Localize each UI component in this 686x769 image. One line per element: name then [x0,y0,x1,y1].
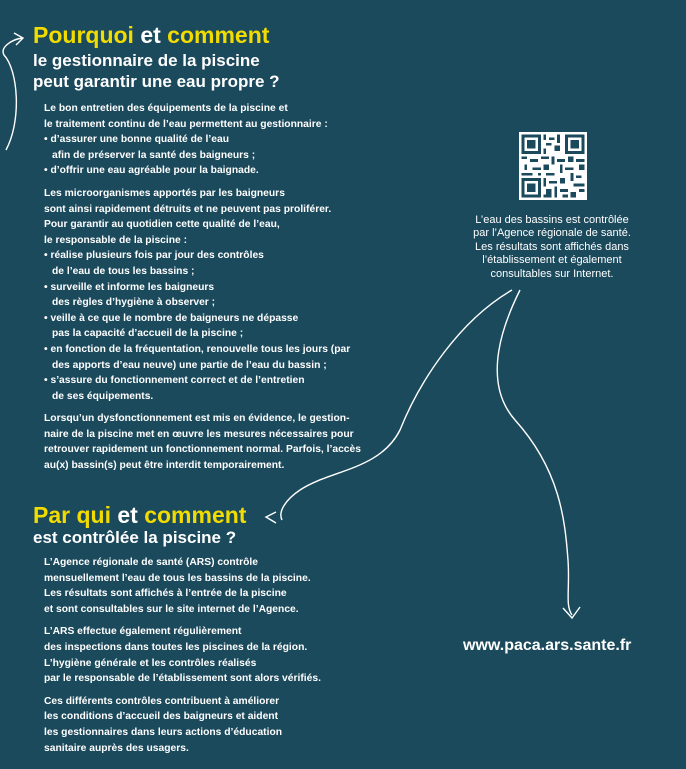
paragraph [44,555,374,617]
title-connector: et [133,22,168,48]
text-line: par le responsable de l’établissement sont alors vérifiés. [44,673,321,685]
text-line: au(x) bassin(s) peut être interdit temporairement. [44,460,285,472]
bullet-item: • d’offrir une eau agréable pour la baignade. [44,165,259,177]
bullet-item: • d’assurer une bonne qualité de l’eau [44,134,229,146]
section1-title [33,22,269,48]
text-line: et sont consultables sur le site internet de l’Agence. [44,603,299,615]
subtitle-line: peut garantir une eau propre ? [33,72,280,91]
arrowhead-section2 [266,512,276,523]
text-line: le traitement continu de l’eau permettent au gestionnaire : [44,118,328,130]
sidebar-note [452,214,652,281]
qr-code-icon[interactable] [519,132,587,200]
note-line: l’établissement et également [482,254,622,267]
section1-subtitle [33,50,280,92]
text-line: les gestionnaires dans leurs actions d’éducation [44,726,283,738]
paragraph [44,186,374,404]
note-line: Les résultats sont affichés dans [475,240,629,253]
text-line: le responsable de la piscine : [44,234,188,246]
bullet-continuation: pas la capacité d’accueil de la piscine ; [52,328,244,340]
section2-body [44,555,374,763]
website-link[interactable]: www.paca.ars.sante.fr [463,637,632,654]
bullet-item: • s’assure du fonctionnement correct et de l’entretien [44,375,305,387]
section2-title [33,502,246,528]
note-line: consultables sur Internet. [490,267,614,280]
bullet-continuation: des règles d’hygiène à observer ; [52,297,216,309]
text-line: L’Agence régionale de santé (ARS) contrôle [44,557,258,568]
subtitle-line: le gestionnaire de la piscine [33,51,260,70]
text-line: mensuellement l’eau de tous les bassins de la piscine. [44,572,311,584]
text-line: Ces différents contrôles contribuent à améliorer [44,695,280,707]
text-line: Pour garantir au quotidien cette qualité de l’eau, [44,219,280,231]
title-keyword-comment: comment [167,22,270,48]
text-line: L’ARS effectue également régulièrement [44,626,242,638]
text-line: les conditions d’accueil des baigneurs et aident [44,711,279,723]
text-line: Le bon entretien des équipements de la piscine et [44,103,288,114]
section1-body [44,101,374,481]
title-keyword-par-qui: Par qui [33,502,111,528]
paragraph [44,694,374,756]
text-line: Les microorganismes apportés par les baigneurs [44,187,285,199]
note-line: par l’Agence régionale de santé. [473,227,631,240]
paragraph [44,624,374,686]
bullet-continuation: des apports d’eau neuve) une partie de l’eau du bassin ; [52,359,327,371]
title-keyword-comment: comment [144,502,247,528]
bullet-continuation: de l’eau de tous les bassins ; [52,265,195,277]
paragraph [44,411,374,473]
bullet-continuation: afin de préserver la santé des baigneurs ; [52,149,256,161]
text-line: Lorsqu’un dysfonctionnement est mis en évidence, le gestion- [44,413,350,425]
text-line: sont ainsi rapidement détruits et ne peuvent pas proliférer. [44,203,332,215]
arrowhead-url [563,607,580,618]
bullet-item: • veille à ce que le nombre de baigneurs ne dépasse [44,312,299,324]
bullet-item: • réalise plusieurs fois par jour des contrôles [44,250,264,262]
text-line: sanitaire auprès des usagers. [44,742,189,754]
bullet-continuation: de ses équipements. [52,390,154,402]
curved-arrow-top-left [3,38,22,150]
text-line: naire de la piscine met en œuvre les mesures nécessaires pour [44,428,354,440]
text-line: Les résultats sont affichés à l’entrée de la piscine [44,588,287,600]
curved-arrow-to-url [497,290,572,615]
text-line: retrouver rapidement un fonctionnement normal. Parfois, l’accès [44,444,361,456]
title-keyword-pourquoi: Pourquoi [33,22,134,48]
text-line: L’hygiène générale et les contrôles réalisés [44,657,257,669]
section2-subtitle: est contrôlée la piscine ? [33,528,237,547]
bullet-item: • surveille et informe les baigneurs [44,281,215,293]
bullet-item: • en fonction de la fréquentation, renouvelle tous les jours (par [44,343,351,355]
note-line: L’eau des bassins est contrôlée [475,214,629,226]
text-line: des inspections dans toutes les piscines de la région. [44,641,308,653]
title-connector: et [110,502,145,528]
paragraph [44,101,374,179]
